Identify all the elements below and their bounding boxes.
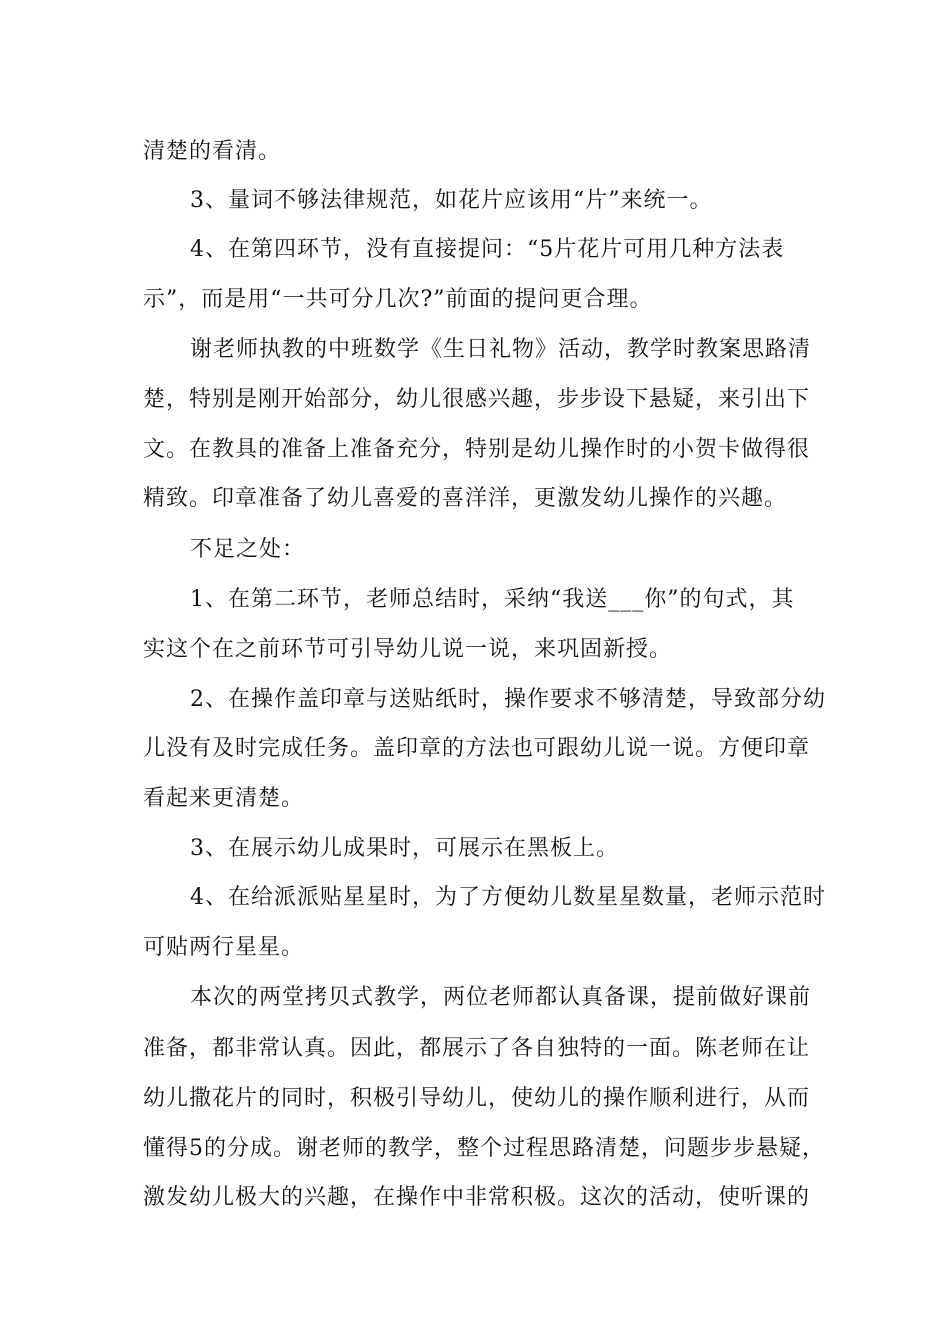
- text-line: 可贴两行星星。: [143, 935, 305, 960]
- text-line: 谢老师执教的中班数学《生日礼物》活动，教学时教案思路清: [190, 337, 812, 362]
- text-line: 幼儿撒花片的同时，积极引导幼儿，使幼儿的操作顺利进行，从而: [143, 1086, 811, 1111]
- text-line: 2、在操作盖印章与送贴纸时，操作要求不够清楚，导致部分幼: [190, 687, 826, 712]
- text-line: 激发幼儿极大的兴趣，在操作中非常积极。这次的活动，使听课的: [143, 1185, 811, 1210]
- text-line: 实这个在之前环节可引导幼儿说一说，来巩固新授。: [143, 637, 673, 662]
- text-line: 本次的两堂拷贝式教学，两位老师都认真备课，提前做好课前: [190, 985, 812, 1010]
- text-line: 清楚的看清。: [143, 139, 282, 164]
- text-line: 示”，而是用“一共可分几次?”前面的提问更合理。: [143, 287, 653, 312]
- text-line: 3、在展示幼儿成果时，可展示在黑板上。: [190, 836, 619, 861]
- text-line: 儿没有及时完成任务。盖印章的方法也可跟幼儿说一说。方便印章: [143, 736, 811, 761]
- text-line: 准备，都非常认真。因此，都展示了各自独特的一面。陈老师在让: [143, 1036, 811, 1061]
- text-line: 4、在第四环节，没有直接提问：“5片花片可用几种方法表: [190, 237, 785, 262]
- text-line: 4、在给派派贴星星时，为了方便幼儿数星星数量，老师示范时: [190, 885, 826, 910]
- section-heading: 不足之处：: [190, 537, 306, 562]
- text-line: 精致。印章准备了幼儿喜爱的喜洋洋，更激发幼儿操作的兴趣。: [143, 486, 788, 511]
- text-line: 文。在教具的准备上准备充分，特别是幼儿操作时的小贺卡做得很: [143, 437, 811, 462]
- text-line: 3、量词不够法律规范，如花片应该用“片”来统一。: [190, 188, 713, 213]
- text-line: 看起来更清楚。: [143, 786, 305, 811]
- text-line: 楚，特别是刚开始部分，幼儿很感兴趣，步步设下悬疑，来引出下: [143, 387, 811, 412]
- text-line: 1、在第二环节，老师总结时，采纳“我送___你”的句式，其: [190, 587, 795, 612]
- text-line: 懂得5的分成。谢老师的教学，整个过程思路清楚，问题步步悬疑，: [143, 1136, 825, 1161]
